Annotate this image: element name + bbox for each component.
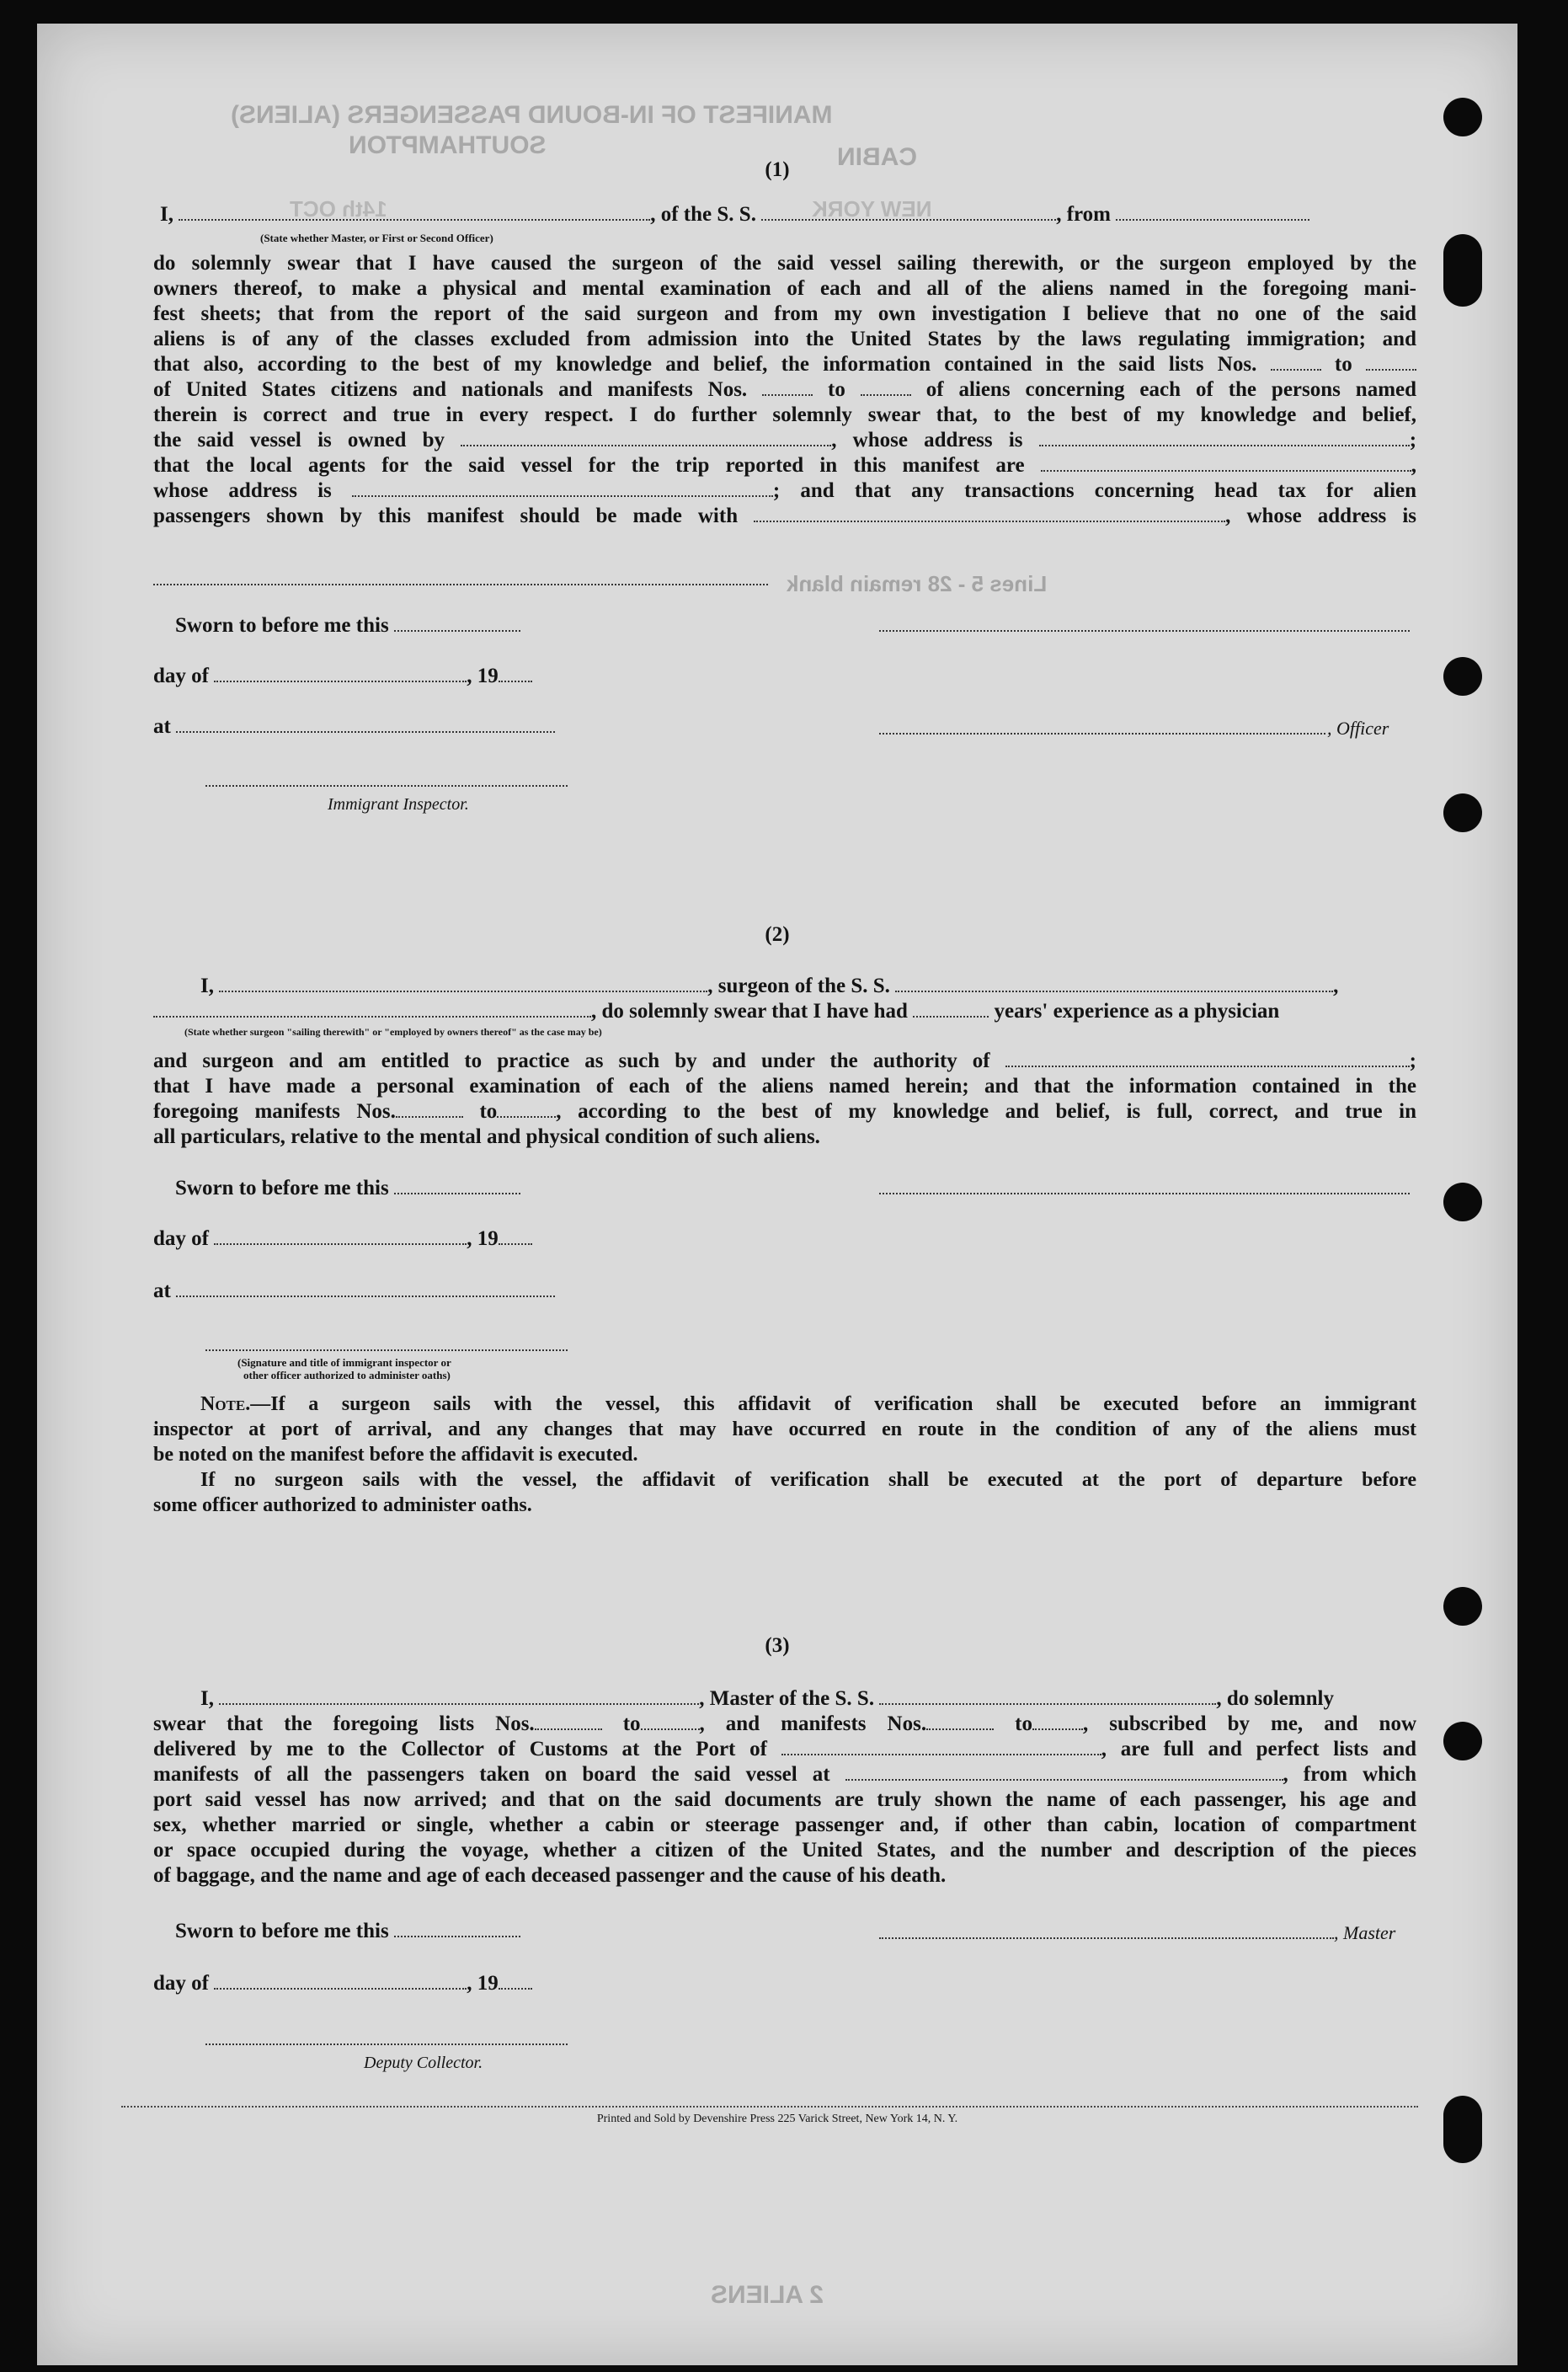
section1-day-of: day of , 19	[153, 664, 532, 689]
note-line-5: some officer authorized to administer oaths.	[153, 1494, 532, 1516]
section3-vessel-blank[interactable]	[879, 1686, 1216, 1705]
officer-label: , Officer	[1327, 718, 1389, 739]
section1-line-8: the said vessel is owned by , whose address is ;	[153, 429, 1416, 451]
sig-caption-2: other officer authorized to administer oaths)	[243, 1369, 451, 1381]
note	[153, 1392, 1416, 1518]
section1-sworn: Sworn to before me this	[175, 613, 520, 638]
section2-day-of: day of , 19	[153, 1226, 532, 1252]
section3-line-3: manifests of all the passengers taken on board the said vessel at , from which	[153, 1763, 1416, 1786]
section1-line-9: that the local agents for the said vessel for the trip reported in this manifest are ,	[153, 454, 1416, 477]
collector-port-blank[interactable]	[781, 1737, 1101, 1755]
section2-swear-line: , do solemnly swear that I have had years' experience as a physician	[153, 999, 1279, 1024]
section3-line-6: or space occupied during the voyage, whether a citizen of the United States, and the number and description of the pieces	[153, 1839, 1416, 1862]
punch-hole	[1443, 1183, 1482, 1221]
lines-remain-blank-stamp: Lines 5 - 28 remain blank	[787, 571, 1048, 596]
section-1-number: (1)	[765, 158, 790, 181]
punch-hole	[1443, 657, 1482, 696]
section1-line-6: of United States citizens and nationals and manifests Nos. to of aliens concerning each of the persons named	[153, 378, 1416, 401]
section-2-number: (2)	[765, 923, 790, 946]
bleed-through-header-5: 14th OCT	[290, 196, 387, 222]
surgeon-vessel-blank[interactable]	[895, 974, 1333, 992]
section1-line-10: whose address is ; and that any transactions concerning head tax for alien	[153, 479, 1416, 502]
section2-line-3: foregoing manifests Nos. to , according to the best of my knowledge and belief, is full, correct, and true in	[153, 1100, 1416, 1123]
section1-line-7: therein is correct and true in every respect. I do further solemnly swear that, to the best of my knowledge and belief,	[153, 403, 1416, 426]
inspector-label: Immigrant Inspector.	[328, 795, 469, 814]
bleed-through-header-2: SOUTHAMPTON	[349, 131, 547, 159]
section1-body	[153, 251, 1416, 529]
note-line-3: be noted on the manifest before the affidavit is executed.	[153, 1444, 638, 1466]
section3-sworn: Sworn to before me this	[175, 1919, 520, 1944]
bleed-through-header-4: NEW YORK	[812, 196, 932, 222]
section3-master-blank[interactable]	[219, 1686, 699, 1705]
surgeon-caption: (State whether surgeon "sailing therewith" or "employed by owners thereof" as the case may be)	[184, 1026, 602, 1038]
section1-at: at	[153, 714, 555, 740]
officer-signature-line[interactable]	[879, 733, 1325, 735]
punch-hole	[1443, 1587, 1482, 1626]
section3-line-7: of baggage, and the name and age of each deceased passenger and the cause of his death.	[153, 1864, 947, 1887]
section3-line-1: swear that the foregoing lists Nos. to , and manifests Nos. to , subscribed by me, and now	[153, 1712, 1416, 1735]
master-label: , Master	[1334, 1922, 1396, 1943]
section2-surgeon-line: I, , surgeon of the S. S. ,	[200, 975, 1339, 997]
master-caption: (State whether Master, or First or Second Officer)	[260, 232, 493, 244]
section1-line-5: that also, according to the best of my knowledge and belief, the information contained in the said lists Nos. to	[153, 352, 1416, 377]
bleed-through-footer: 2 ALIENS	[711, 2281, 824, 2309]
authority-blank[interactable]	[1005, 1049, 1410, 1067]
note-line-2: inspector at port of arrival, and any changes that may have occurred en route in the condition of any of the aliens must	[153, 1418, 1416, 1440]
departure-port-blank[interactable]	[1116, 202, 1309, 221]
note-line-1: Note.—If a surgeon sails with the vessel, this affidavit of verification shall be executed before an immigrant	[200, 1393, 1416, 1415]
master-name-blank[interactable]	[179, 202, 650, 221]
section2-line-1: and surgeon and am entitled to practice as such by and under the authority of ;	[153, 1050, 1416, 1072]
surgeon-name-blank[interactable]	[219, 974, 707, 992]
boarding-port-blank[interactable]	[845, 1762, 1283, 1781]
section2-sworn: Sworn to before me this	[175, 1176, 520, 1201]
section2-signature-line[interactable]	[879, 1193, 1410, 1194]
years-blank[interactable]	[913, 999, 989, 1018]
section1-master-line: I, , of the S. S. , from	[160, 202, 1309, 227]
bleed-through-header-1: MANIFEST OF IN-BOUND PASSENGERS (ALIENS)	[231, 101, 833, 129]
printer-footer: Printed and Sold by Devenshire Press 225 Varick Street, New York 14, N. Y.	[596, 2113, 958, 2125]
owner-blank[interactable]	[461, 428, 831, 446]
footer-rule	[121, 2106, 1418, 2108]
section1-line-11: passengers shown by this manifest should be made with , whose address is	[153, 505, 1416, 527]
punch-hole	[1443, 793, 1482, 832]
section1-line-3: fest sheets; that from the report of the said surgeon and from my own investigation I believe that no one of the said	[153, 302, 1416, 325]
section2-inspector-line[interactable]	[205, 1349, 568, 1351]
sig-caption-1: (Signature and title of immigrant inspector or	[237, 1356, 451, 1369]
section3-master-line: I, , Master of the S. S. , do solemnly	[200, 1687, 1334, 1710]
section1-signature-line[interactable]	[879, 630, 1410, 632]
section2-body	[153, 1049, 1416, 1150]
section3-line-2: delivered by me to the Collector of Customs at the Port of , are full and perfect lists and	[153, 1738, 1416, 1760]
section2-line-2: that I have made a personal examination of each of the aliens named herein; and that the information contained in the	[153, 1075, 1416, 1098]
section1-line-1: do solemnly swear that I have caused the surgeon of the said vessel sailing therewith, or the surgeon employed by the	[153, 252, 1416, 275]
section-3-number: (3)	[765, 1634, 790, 1657]
section1-line-4: aliens is of any of the classes excluded from admission into the United States by the laws regulating immigration; and	[153, 328, 1416, 350]
section1-line-2: owners thereof, to make a physical and mental examination of each and all of the aliens named in the foregoing mani-	[153, 277, 1416, 300]
deputy-collector-line[interactable]	[205, 2043, 568, 2045]
punch-hole	[1443, 1722, 1482, 1760]
section2-line-4: all particulars, relative to the mental and physical condition of such aliens.	[153, 1125, 820, 1148]
address-continuation-blank[interactable]	[153, 584, 768, 585]
form-sheet	[37, 24, 1517, 2365]
section3-master-signature-line[interactable]	[879, 1937, 1334, 1939]
section2-at: at	[153, 1279, 555, 1304]
deputy-collector-label: Deputy Collector.	[364, 2054, 483, 2072]
section3-body	[153, 1712, 1416, 1889]
punch-hole	[1443, 234, 1482, 307]
inspector-signature-line[interactable]	[205, 785, 568, 787]
section3-line-5: sex, whether married or single, whether a cabin or steerage passenger and, if other than cabin, location of compartment	[153, 1814, 1416, 1836]
note-line-4: If no surgeon sails with the vessel, the affidavit of verification shall be executed at the port of departure before	[200, 1469, 1416, 1491]
section3-day-of: day of , 19	[153, 1971, 532, 1996]
punch-hole	[1443, 2096, 1482, 2163]
local-agents-blank[interactable]	[1041, 453, 1411, 472]
section3-line-4: port said vessel has now arrived; and that on the said documents are truly shown the name of each passenger, his age and	[153, 1788, 1416, 1811]
bleed-through-header-3: CABIN	[837, 143, 917, 171]
vessel-name-blank[interactable]	[761, 202, 1056, 221]
punch-hole	[1443, 98, 1482, 136]
